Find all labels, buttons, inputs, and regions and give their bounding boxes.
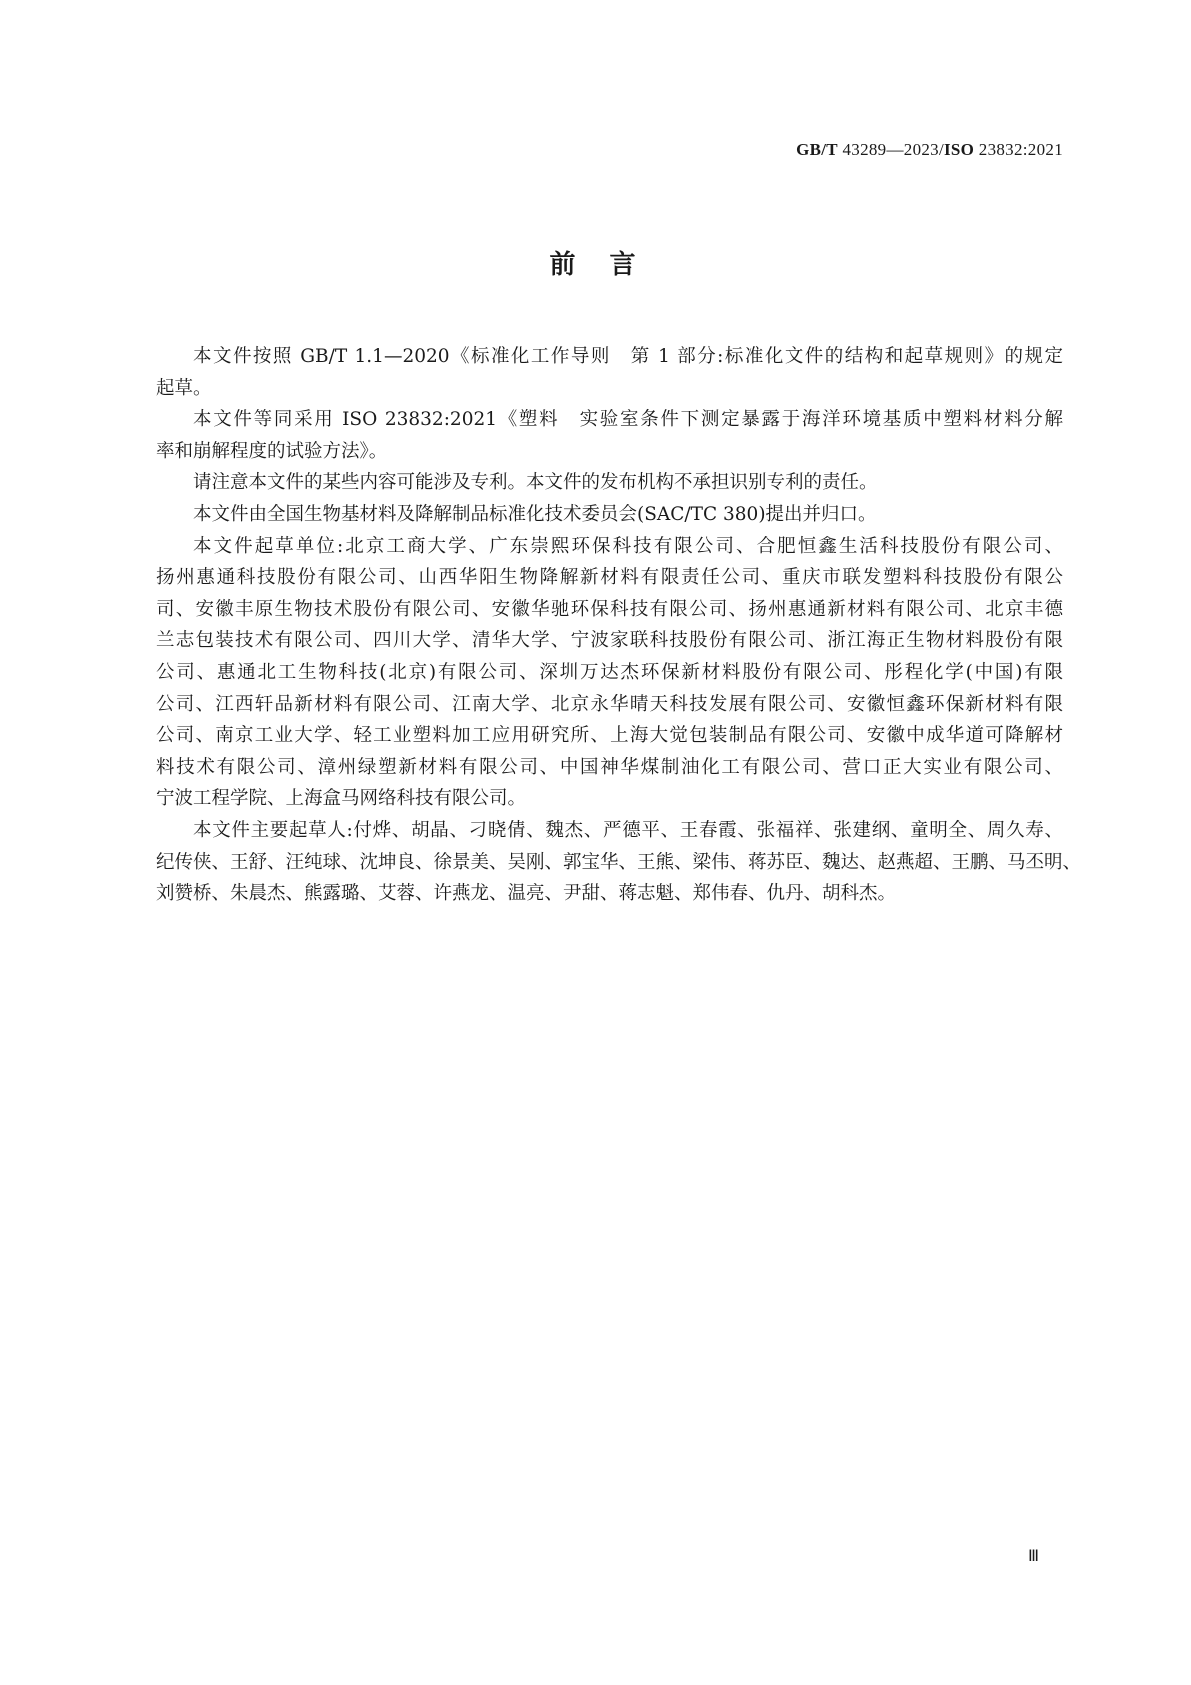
text-line: 兰志包装技术有限公司、四川大学、清华大学、宁波家联科技股份有限公司、浙江海正生物材料股份有限 [156,630,1063,652]
standard-prefix: GB/T [796,140,838,159]
text-line: 刘赞桥、朱晨杰、熊露璐、艾蓉、许燕龙、温亮、尹甜、蒋志魁、郑伟春、仇丹、胡科杰。 [156,883,897,905]
paragraph-drafting-organizations [156,531,1063,815]
standard-number: 43289—2023/ [837,140,945,159]
text-line: 起草。 [156,377,212,399]
paragraph-drafting-rules [156,341,1063,404]
paragraph-patent-notice [156,467,1063,499]
text-line: 本文件起草单位:北京工商大学、广东崇熙环保科技有限公司、合肥恒鑫生活科技股份有限公司、 [193,535,1063,557]
iso-number: 23832:2021 [974,140,1063,159]
text-line: 率和崩解程度的试验方法》。 [156,440,388,462]
text-line: 扬州惠通科技股份有限公司、山西华阳生物降解新材料有限责任公司、重庆市联发塑料科技股份有限公 [156,567,1063,589]
text-line: 本文件等同采用 ISO 23832:2021《塑料 实验室条件下测定暴露于海洋环境基质中塑料材料分解 [193,409,1063,431]
text-line: 纪传侠、王舒、汪纯球、沈坤良、徐景美、吴刚、郭宝华、王熊、梁伟、蒋苏臣、魏达、赵燕超、王鹏、马丕明、 [156,851,1082,873]
page-number: Ⅲ [1028,1548,1040,1565]
text-line: 公司、惠通北工生物科技(北京)有限公司、深圳万达杰环保新材料股份有限公司、彤程化学(中国)有限 [156,661,1063,683]
paragraph-committee [156,499,1063,531]
document-header [796,140,1063,160]
text-line: 本文件主要起草人:付烨、胡晶、刁晓倩、魏杰、严德平、王春霞、张福祥、张建纲、童明全、周久寿、 [193,819,1063,841]
text-line: 本文件按照 GB/T 1.1—2020《标准化工作导则 第 1 部分:标准化文件的结构和起草规则》的规定 [193,346,1063,367]
text-line: 公司、南京工业大学、轻工业塑料加工应用研究所、上海大觉包装制品有限公司、安徽中成华道可降解材 [156,725,1063,747]
foreword-body [156,341,1082,910]
text-line: 公司、江西轩品新材料有限公司、江南大学、北京永华晴天科技发展有限公司、安徽恒鑫环保新材料有限 [156,693,1063,715]
paragraph-drafters [156,815,1082,910]
iso-prefix: ISO [944,140,975,159]
text-line: 料技术有限公司、漳州绿塑新材料有限公司、中国神华煤制油化工有限公司、营口正大实业有限公司、 [156,756,1063,778]
page-title: 前言 [549,250,670,280]
text-line: 本文件由全国生物基材料及降解制品标准化技术委员会(SAC/TC 380)提出并归口。 [193,503,877,525]
text-line: 请注意本文件的某些内容可能涉及专利。本文件的发布机构不承担识别专利的责任。 [193,472,878,494]
text-line: 司、安徽丰原生物技术股份有限公司、安徽华驰环保科技有限公司、扬州惠通新材料有限公司、北京丰德 [156,598,1063,620]
paragraph-iso-equivalence [156,404,1063,467]
text-line: 宁波工程学院、上海盒马网络科技有限公司。 [156,788,527,810]
